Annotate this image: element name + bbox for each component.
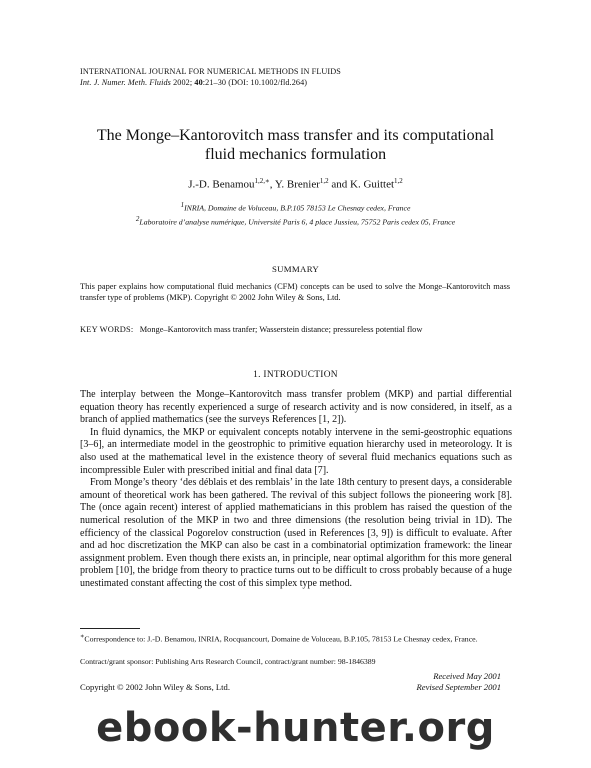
affiliations [40, 200, 551, 227]
paragraph-1: The interplay between the Monge–Kantorovitch mass transfer problem (MKP) and partial differential equation theory has recently experienced a surge of research activity and is now considered, in itself, as a branch of applied mathematics (see the surveys References [1, 2]). [80, 389, 512, 426]
summary-heading: SUMMARY [271, 264, 320, 274]
affiliation-1: $^1$INRIA, Domaine de Voluceau, B.P.105 78153 Le Chesnay cedex, France [180, 201, 411, 213]
paragraph-2: In fluid dynamics, the MKP or equivalent concepts notably intervene in the semi-geostrophic equations [3–6], an intermediate model in the geostrophic to primitive equation hierarchy used in meteorology. It is also used at the mathematical level in the existence theory of several fluid mechanics equations such as incompressible Euler with prescribed initial and final data [7]. [80, 426, 512, 476]
keywords-text: Monge–Kantorovitch mass tranfer; Wasserstein distance; pressureless potential flow [139, 325, 423, 334]
journal-header [80, 66, 341, 88]
received-dates: Received May 2001 Revised September 2001 [416, 671, 501, 692]
watermark-logo: ebook-hunter.org [96, 705, 495, 751]
journal-citation: Int. J. Numer. Meth. Fluids 2002; 40:21–30 (DOI: 10.1002/fld.264) [80, 78, 308, 87]
footnote-rule [80, 628, 140, 629]
affiliation-2: $^2$Laboratoire d’analyse numérique, Université Paris 6, 4 place Jussieu, 75752 Paris cedex 05, France [135, 214, 456, 227]
keywords-label: KEY WORDS: [80, 325, 134, 334]
summary-text: This paper explains how computational fluid mechanics (CFM) concepts can be used to solve the Monge–Kantorovitch mass transfer type of problems (MKP). Copyright © 2002 John Wiley & Sons, Ltd. [80, 282, 510, 302]
paragraph-3: From Monge’s theory ‘des déblais et des remblais’ in the late 18th century to present days, a considerable amount of theoretical work has been gathered. The revival of this subject follows the pioneering work [8]. The (once again recent) interest of applied mathematicians in this problem has raised the question of the numerical resolution of the MKP in two and three dimensions (the resolution being trivial in 1D). The efficiency of the classical Pogorelov construction (used in References [3, 9]) is difficult to evaluate. After and ad hoc discretization the MKP can also be cast in a combinatorial optimization framework: the linear assignment problem. Even though there exists an, in principle, near optimal algorithm for this more general problem [10], the bridge from theory to practice turns out to be difficult to cross probably because of a huge unestimated constant affecting the cost of this simplex type method. [80, 477, 512, 589]
section-heading: 1. INTRODUCTION [253, 370, 338, 380]
author-list: J.-D. Benamou$^{1,2,∗}$, Y. Brenier$^{1,2}$ and K. Guittet$^{1,2}$ [188, 177, 403, 191]
section-body [80, 389, 512, 591]
journal-name: INTERNATIONAL JOURNAL FOR NUMERICAL METHODS IN FLUIDS [80, 67, 341, 76]
contract-sponsor: Contract/grant sponsor: Publishing Arts Research Council, contract/grant number: 98-1846389 [80, 657, 376, 666]
keywords [80, 324, 510, 335]
footnote: ∗Correspondence to: J.-D. Benamou, INRIA, Rocquancourt, Domaine de Voluceau, B.P.105, 78153 Le Chesnay cedex, France. [80, 633, 478, 644]
copyright-notice: Copyright © 2002 John Wiley & Sons, Ltd. [80, 682, 230, 692]
paper-title: The Monge–Kantorovitch mass transfer and its computational fluid mechanics formulation [96, 127, 495, 163]
